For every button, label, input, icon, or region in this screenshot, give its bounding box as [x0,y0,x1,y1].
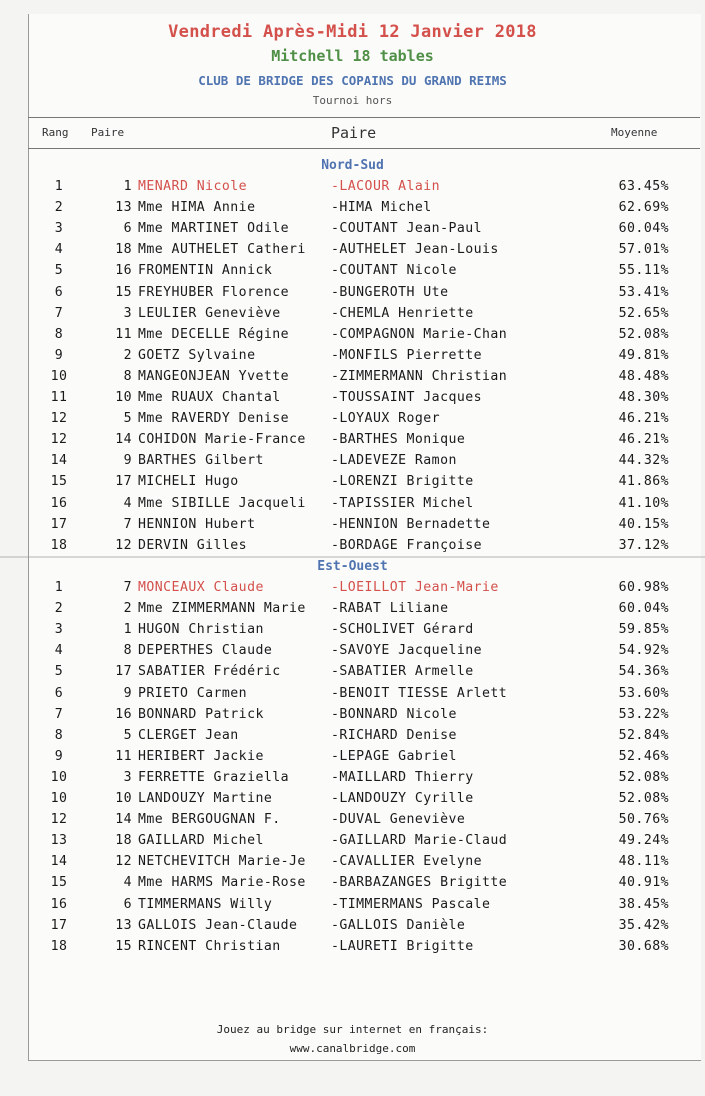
pair-number-cell: 17 [115,664,132,680]
pair-number-cell: 3 [123,305,132,321]
table-row [0,324,705,345]
movement-subtitle: Mitchell 18 tables [271,47,434,65]
player-two-cell: -SABATIER Armelle [331,664,474,680]
pair-number-cell: 8 [123,643,132,659]
player-one-cell: Mme RUAUX Chantal [138,390,281,405]
pair-number-cell: 11 [115,326,132,342]
pair-number-cell: 10 [115,791,132,806]
average-score-cell: 48.11% [618,854,669,870]
rank-cell: 13 [50,833,68,849]
rank-cell: 16 [50,896,68,912]
rank-cell: 1 [54,580,64,595]
player-one-cell: Mme DECELLE Régine [138,326,290,342]
average-score-cell: 35.42% [618,917,669,933]
player-two-cell: -COUTANT Nicole [331,263,457,279]
club-name: CLUB DE BRIDGE DES COPAINS DU GRAND REIMS [198,73,507,88]
average-score-cell: 41.86% [618,474,669,490]
footer-website: www.canalbridge.com [289,1042,416,1055]
player-two-cell: -DUVAL Geneviève [331,812,466,828]
rank-cell: 4 [54,643,64,659]
player-one-cell: GALLOIS Jean-Claude [138,917,298,933]
pair-number-cell: 4 [123,875,132,891]
average-score-cell: 44.32% [618,453,669,469]
rank-cell: 16 [50,495,68,511]
table-row [0,746,705,767]
pair-number-cell: 18 [115,833,132,849]
average-score-cell: 54.36% [618,664,669,680]
rank-cell: 10 [50,791,68,806]
table-row [0,514,705,535]
player-two-cell: -BARTHES Monique [331,432,466,448]
player-one-cell: DERVIN Gilles [138,537,248,553]
pair-number-cell: 8 [123,368,132,384]
table-row [0,915,705,936]
average-score-cell: 48.30% [618,390,669,405]
player-one-cell: MONCEAUX Claude [138,580,264,595]
player-two-cell: -GAILLARD Marie-Claud [331,833,508,849]
player-two-cell: -TAPISSIER Michel [331,495,474,511]
rank-cell: 3 [54,622,64,638]
table-row [0,936,705,957]
table-header [28,117,700,149]
pair-number-cell: 4 [123,495,132,511]
rank-cell: 18 [50,537,68,553]
player-one-cell: DEPERTHES Claude [138,643,273,659]
footer-promo-text: Jouez au bridge sur internet en français: [216,1023,489,1036]
table-row [0,619,705,640]
rank-cell: 14 [50,453,68,469]
table-row [0,303,705,324]
player-one-cell: FREYHUBER Florence [138,284,290,300]
pair-number-cell: 12 [115,854,132,870]
average-score-cell: 40.91% [618,875,669,891]
rank-cell: 15 [50,875,68,891]
table-row [0,640,705,661]
player-one-cell: GOETZ Sylvaine [138,347,256,363]
average-score-cell: 60.98% [618,580,669,595]
pair-number-cell: 15 [115,938,132,954]
average-score-cell: 60.04% [618,221,669,237]
player-two-cell: -BONNARD Nicole [331,706,457,722]
player-two-cell: -RABAT Liliane [331,601,449,617]
player-one-cell: BONNARD Patrick [138,706,264,722]
pair-number-cell: 13 [115,200,132,216]
pair-number-cell: 17 [115,474,132,490]
player-two-cell: -TOUSSAINT Jacques [331,390,483,405]
rank-cell: 10 [50,368,68,384]
rank-cell: 2 [54,200,64,216]
table-row [0,704,705,725]
player-two-cell: -CHEMLA Henriette [331,305,474,321]
pair-number-cell: 1 [123,179,132,194]
player-one-cell: BARTHES Gilbert [138,453,264,469]
player-two-cell: -LOEILLOT Jean-Marie [331,580,499,595]
rank-cell: 17 [50,917,68,933]
player-one-cell: COHIDON Marie-France [138,432,306,448]
table-row [0,450,705,471]
player-one-cell: HERIBERT Jackie [138,748,264,764]
average-score-cell: 55.11% [618,263,669,279]
pair-number-cell: 1 [123,622,132,638]
rank-cell: 7 [54,305,64,321]
player-one-cell: MICHELI Hugo [138,474,239,490]
table-row [0,767,705,788]
player-one-cell: SABATIER Frédéric [138,664,281,680]
rank-cell: 2 [54,601,64,617]
player-one-cell: LEULIER Geneviève [138,305,281,321]
rank-cell: 7 [54,706,64,722]
average-score-cell: 52.84% [618,727,669,743]
pair-number-cell: 12 [115,537,132,553]
pair-number-cell: 10 [115,390,132,405]
player-one-cell: Mme SIBILLE Jacqueli [138,495,306,511]
table-row [0,260,705,281]
rank-cell: 11 [50,390,68,405]
pair-number-cell: 14 [115,432,132,448]
section-title: Est-Ouest [317,559,388,574]
paper-fold-line [0,556,705,558]
pair-number-cell: 6 [123,221,132,237]
pair-number-cell: 7 [123,580,132,595]
table-row [0,239,705,260]
section-title: Nord-Sud [321,158,384,173]
pair-number-cell: 15 [115,284,132,300]
average-score-cell: 30.68% [618,938,669,954]
table-row [0,345,705,366]
pair-number-cell: 7 [123,516,132,532]
page-title: Vendredi Après-Midi 12 Janvier 2018 [168,22,537,42]
average-score-cell: 52.65% [618,305,669,321]
rank-cell: 8 [54,326,64,342]
pair-number-cell: 18 [115,242,132,258]
table-row [0,471,705,492]
player-two-cell: -LEPAGE Gabriel [331,748,457,764]
pair-number-cell: 2 [123,347,132,363]
rank-cell: 14 [50,854,68,870]
player-one-cell: Mme RAVERDY Denise [138,411,290,427]
average-score-cell: 52.46% [618,748,669,764]
table-row [0,725,705,746]
player-two-cell: -LACOUR Alain [331,179,441,194]
average-score-cell: 60.04% [618,601,669,617]
average-score-cell: 53.60% [618,685,669,701]
player-two-cell: -BUNGEROTH Ute [331,284,449,300]
player-two-cell: -SCHOLIVET Gérard [331,622,474,638]
average-score-cell: 57.01% [618,242,669,258]
player-two-cell: -COUTANT Jean-Paul [331,221,483,237]
pair-number-cell: 16 [115,263,132,279]
table-row [0,429,705,450]
pair-number-cell: 5 [123,411,132,427]
column-header-pair-number: Paire [91,126,125,139]
average-score-cell: 50.76% [618,812,669,828]
column-header-rang: Rang [42,126,69,139]
player-one-cell: Mme AUTHELET Catheri [138,242,306,258]
table-row [0,197,705,218]
player-two-cell: -AUTHELET Jean-Louis [331,242,499,258]
average-score-cell: 46.21% [618,432,669,448]
rank-cell: 18 [50,938,68,954]
average-score-cell: 46.21% [618,411,669,427]
rank-cell: 3 [54,221,64,237]
rank-cell: 4 [54,242,64,258]
column-header-moyenne: Moyenne [611,126,658,139]
table-row [0,788,705,809]
table-row [0,894,705,915]
average-score-cell: 37.12% [618,537,669,553]
average-score-cell: 48.48% [618,368,669,384]
rank-cell: 9 [54,748,64,764]
player-two-cell: -LORENZI Brigitte [331,474,474,490]
player-one-cell: PRIETO Carmen [138,685,248,701]
rank-cell: 8 [54,727,64,743]
player-two-cell: -LOYAUX Roger [331,411,441,427]
player-two-cell: -BENOIT TIESSE Arlett [331,685,508,701]
pair-number-cell: 13 [115,917,132,933]
rank-cell: 1 [54,179,64,194]
player-one-cell: Mme HARMS Marie-Rose [138,875,306,891]
rank-cell: 17 [50,516,68,532]
table-row [0,809,705,830]
rank-cell: 5 [54,664,64,680]
table-row [0,366,705,387]
average-score-cell: 41.10% [618,495,669,511]
player-two-cell: -BARBAZANGES Brigitte [331,875,508,891]
average-score-cell: 59.85% [618,622,669,638]
player-two-cell: -BORDAGE Françoise [331,537,483,553]
rank-cell: 9 [54,347,64,363]
player-one-cell: TIMMERMANS Willy [138,896,273,912]
player-one-cell: Mme ZIMMERMANN Marie [138,601,306,617]
player-two-cell: -MONFILS Pierrette [331,347,483,363]
player-one-cell: RINCENT Christian [138,938,281,954]
average-score-cell: 38.45% [618,896,669,912]
average-score-cell: 40.15% [618,516,669,532]
rank-cell: 12 [50,812,68,828]
player-two-cell: -SAVOYE Jacqueline [331,643,483,659]
average-score-cell: 54.92% [618,643,669,659]
table-row [0,577,705,598]
player-two-cell: -LAURETI Brigitte [331,938,474,954]
player-two-cell: -CAVALLIER Evelyne [331,854,483,870]
average-score-cell: 49.24% [618,833,669,849]
footer [0,1020,705,1058]
table-row [0,851,705,872]
player-one-cell: HUGON Christian [138,622,264,638]
pair-number-cell: 6 [123,896,132,912]
column-header-pair-names: Paire [331,124,377,142]
player-one-cell: Mme BERGOUGNAN F. [138,812,281,828]
table-row [0,661,705,682]
rank-cell: 12 [50,432,68,448]
table-row [0,598,705,619]
pair-number-cell: 5 [123,727,132,743]
table-row [0,218,705,239]
player-one-cell: GAILLARD Michel [138,833,264,849]
pair-number-cell: 9 [123,453,132,469]
table-row [0,872,705,893]
average-score-cell: 53.41% [618,284,669,300]
average-score-cell: 49.81% [618,347,669,363]
pair-number-cell: 11 [115,748,132,764]
player-two-cell: -ZIMMERMANN Christian [331,368,508,384]
player-two-cell: -MAILLARD Thierry [331,769,474,785]
player-two-cell: -RICHARD Denise [331,727,457,743]
pair-number-cell: 2 [123,601,132,617]
player-one-cell: Mme HIMA Annie [138,200,256,216]
player-one-cell: CLERGET Jean [138,727,239,743]
table-row [0,830,705,851]
player-one-cell: LANDOUZY Martine [138,791,273,806]
player-two-cell: -GALLOIS Danièle [331,917,466,933]
player-one-cell: MENARD Nicole [138,179,248,194]
rank-cell: 5 [54,263,64,279]
player-one-cell: FERRETTE Graziella [138,769,290,785]
player-one-cell: NETCHEVITCH Marie-Je [138,854,306,870]
table-row [0,176,705,197]
pair-number-cell: 14 [115,812,132,828]
pair-number-cell: 9 [123,685,132,701]
player-two-cell: -HIMA Michel [331,200,432,216]
table-row [0,408,705,429]
average-score-cell: 63.45% [618,179,669,194]
player-two-cell: -HENNION Bernadette [331,516,491,532]
player-one-cell: HENNION Hubert [138,516,256,532]
average-score-cell: 52.08% [618,769,669,785]
player-two-cell: -TIMMERMANS Pascale [331,896,491,912]
rank-cell: 6 [54,284,64,300]
table-row [0,683,705,704]
rank-cell: 12 [50,411,68,427]
player-one-cell: MANGEONJEAN Yvette [138,368,290,384]
rank-cell: 10 [50,769,68,785]
average-score-cell: 53.22% [618,706,669,722]
player-one-cell: Mme MARTINET Odile [138,221,290,237]
pair-number-cell: 3 [123,769,132,785]
rank-cell: 15 [50,474,68,490]
player-two-cell: -LADEVEZE Ramon [331,453,457,469]
average-score-cell: 62.69% [618,200,669,216]
player-two-cell: -COMPAGNON Marie-Chan [331,326,508,342]
table-row [0,493,705,514]
pair-number-cell: 16 [115,706,132,722]
tournament-type: Tournoi hors [312,94,393,107]
table-row [0,282,705,303]
average-score-cell: 52.08% [618,326,669,342]
table-row [0,387,705,408]
rank-cell: 6 [54,685,64,701]
player-two-cell: -LANDOUZY Cyrille [331,791,474,806]
average-score-cell: 52.08% [618,791,669,806]
table-row [0,535,705,556]
player-one-cell: FROMENTIN Annick [138,263,273,279]
